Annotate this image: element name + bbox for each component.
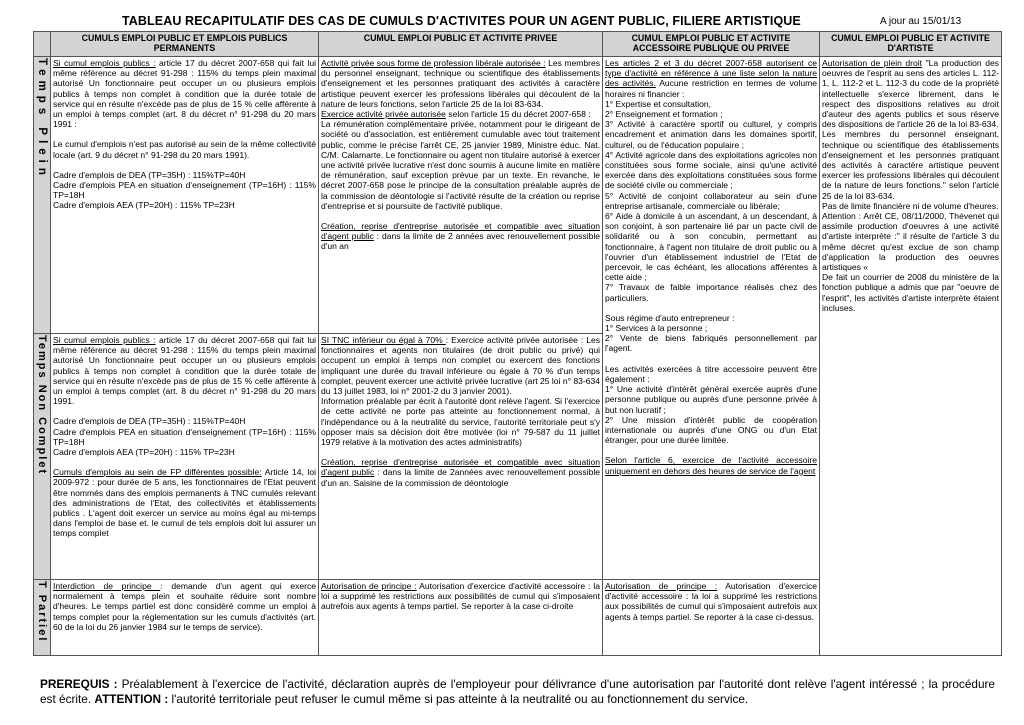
cell-artist-activity: Autorisation de plein droit "La production des oeuvres de l'esprit au sens des articles L. 112-1, L. 112-2 et L. 112-3 du code de la propriété intellectuelle s'exerce librement, dans le respect des dispositions relatives au droit d'auteur des agents publics et sous réserve des dispositions de l'article 26 de la loi 83-634. Les membres du personnel enseignant, technique ou scientifique des établissements d'enseignement et les personnes pratiquant des activités à caractère artistique peuvent exercer les professions libérales qui découlent de la nature de leurs fonctions." selon l'article 25 de la loi 83-634. Pas de limite financière ni de volume d'heures. Attention : Arrêt CE, 08/11/2000, Thévenet qui assimile production d'oeuvres à une activité d'artiste interprète :" il résulte de l'article 3 du même décret qu'est exclue de son champ d'application la production des oeuvres artistiques « De fait un courrier de 2008 du ministère de la fonction publique a admis que par "oeuvre de l'esprit", les activités d'artiste interprète étaient incluses.: [820, 57, 1002, 656]
cell-tpart-accessory-activity: Autorisation de principe : Autorisation d'exercice d'activité accessoire : la loi a supprimé les restrictions aux possibilités de cumul qui s'imposaient autrefois aux agents à temps partiel. Se reporter à la case ci-dessus.: [603, 580, 820, 656]
column-header-private-activity: CUMUL EMPLOI PUBLIC ET ACTIVITE PRIVEE: [319, 32, 603, 57]
cell-tp-private-activity: Activité privée sous forme de profession libérale autorisée : Les membres du personnel enseignant, technique ou scientifique des établissements d'enseignement et les personnes pratiquant des activités à caractère artistique peuvent exercer les professions libérales qui découlent de la nature de leurs fonctions, selon l'article 25 de la loi 83-634. Exercice activité privée autorisée selon l'article 15 du décret 2007-658 : La rémunération complémentaire privée, notamment pour le dirigeant de société ou d'association, est entièrement cumulable avec tout traitement public, comme le précise l'arrêt CE, 25 janvier 1989, Ministre éduc. Nat. C/M. Calamarte. Le fonctionnaire ou agent non titulaire autorisé à exercer une activité privée lucrative n'est donc soumis à aucune limite en matière de rémunération, sauf exception prévue par un texte. En revanche, le décret 2007-658 pose le principe de la consultation préalable auprès de la commission de déontologie si l'activité résulte de la création ou reprise d'entreprise et si poursuite de l'activité publique. Création, reprise d'entreprise autorisée et compatible avec situation d'agent public : dans la limite de 2 années avec renouvellement possible d'un an: [319, 57, 603, 334]
corner-cell: [34, 32, 51, 57]
cell-tnc-private-activity: SI TNC inférieur ou égal à 70% : Exercice activité privée autorisée : Les fonctionnaires et agents non titulaires (de droit public ou privé) qui occupent un emploi à temps non complet ou exercent des fonctions impliquant une durée du travail inférieure ou égale à 70 % d'un temps complet, peuvent exercer une activité privée lucrative (art 25 loi n° 83-634 du 13 juillet 1983, loi n° 2001-2 du 3 janvier 2001). Information préalable par écrit à l'autorité dont relève l'agent. Si l'exercice de cette activité ne porte pas atteinte au fonctionnement normal, à l'indépendance ou à la neutralité du service, l'autorité territoriale peut s'y opposer mais sa décision doit être motivée (loi n° 79-587 du 11 juillet 1979 relative à la motivation des actes administratifs) Création, reprise d'entreprise autorisée et compatible avec situation d'agent public : dans la limite de 2années avec renouvellement possible d'un an. Saisine de la commission de déontologie: [319, 334, 603, 580]
cell-tpart-public-jobs: Interdiction de principe : demande d'un agent qui exerce normalement à temps plein et souhaite réduire sont nombre d'heures. Le temps partiel est donc considéré comme un emploi à temps complet pour la réglementation sur les cumuls d'activités (art. 60 de la loi du 26 janvier 1984 sur le temps de service).: [51, 580, 319, 656]
page-title: TABLEAU RECAPITULATIF DES CAS DE CUMULS D'ACTIVITES POUR UN AGENT PUBLIC, FILIERE ARTISTIQUE: [122, 14, 801, 28]
column-header-artist-activity: CUMUL EMPLOI PUBLIC ET ACTIVITE D'ARTISTE: [820, 32, 1002, 57]
summary-table: [33, 31, 1002, 656]
cell-tnc-public-jobs: Si cumul emplois publics : article 17 du décret 2007-658 qui fait lui même référence au décret 91-298 : 115% du temps plein maximal autorisé Un fonctionnaire peut occuper un ou plusieurs emplois publics à temps non complet à condition que la durée totale de service qui en résulte n'excède pas de plus de 15 % celle afférente à un emploi à temps complet (art. 8 du décret n° 91-298 du 20 mars 1991. Cadre d'emplois de DEA (TP=35H) : 115%TP=40H Cadre d'emplois PEA en situation d'enseignement (TP=16H) : 115% TP=18H Cadre d'emplois AEA (TP=20H) : 115% TP=23H Cumuls d'emplois au sein de FP différentes possible: Article 14, loi 2009-972 : pour durée de 5 ans, les fonctionnaires de l'Etat peuvent être nommés dans des emplois permanents à TNC cumulés relevant des administrations de l'Etat, des collectivités et établissements publics . L'agent doit exercer un service au moins égal au mi-temps dans l'emploi de base et. le cumul de tels emplois doit lui assurer un temps complet: [51, 334, 319, 580]
row-label-temps-plein: Temps Plein: [34, 57, 51, 334]
cell-accessory-activity: Les articles 2 et 3 du décret 2007-658 autorisent ce type d'activité en référence à une liste selon la nature des activités. Aucune restriction en termes de volume horaires ni financier : 1° Expertise et consultation, 2° Enseignement et formation ; 3° Activité à caractère sportif ou culturel, y compris encadrement et animation dans les domaines sportif, culturel, ou de l'éducation populaire ; 4° Activité agricole dans des exploitations agricoles non constituées sous forme sociale, ainsi qu'une activité exercée dans des exploitations constituées sous forme de société civile ou commerciale ; 5° Activité de conjoint collaborateur au sein d'une entreprise artisanale, commerciale ou libérale; 6° Aide à domicile à un ascendant, à un descendant, à son conjoint, à son partenaire lié par un pacte civil de solidarité ou à son concubin, permettant au fonctionnaire, à l'agent non titulaire de droit public ou à l'ouvrier d'un établissement industriel de l'Etat de percevoir, le cas échéant, les allocations afférentes à cette aide ; 7° Travaux de faible importance réalisés chez des particuliers. Sous régime d'auto entrepreneur : 1° Services à la personne ; 2° Vente de biens fabriqués personnellement par l'agent. Les activités exercées à titre accessoire peuvent être également : 1° Une activité d'intérêt général exercée auprès d'une personne publique ou auprès d'une personne privée à but non lucratif ; 2° Une mission d'intérêt public de coopération internationale ou auprès d'une ONG ou d'un Etat étranger, pour une durée limitée. Selon l'article 6, exercice de l'activité accessoire uniquement en dehors des heures de service de l'agent: [603, 57, 820, 580]
column-header-public-jobs: CUMULS EMPLOI PUBLIC ET EMPLOIS PUBLICS PERMANENTS: [51, 32, 319, 57]
column-header-accessory-activity: CUMUL EMPLOI PUBLIC ET ACTIVITE ACCESSOIRE PUBLIQUE OU PRIVEE: [603, 32, 820, 57]
row-label-temps-partiel: T Partiel: [34, 580, 51, 656]
row-temps-plein: [34, 57, 1002, 334]
row-label-temps-non-complet: Temps Non Complet: [34, 334, 51, 580]
prerequisites-note: PREREQUIS : Préalablement à l'exercice de l'activité, déclaration auprès de l'employeur pour délivrance d'une autorisation par l'autorité dont relève l'agent intéressé ; la procédure est écrite. ATTENTION : l'autorité territoriale peut refuser le cumul même si pas atteinte à la neutralité ou au fonctionnement du service.: [40, 677, 995, 706]
cell-tpart-private-activity: Autorisation de principe : Autorisation d'exercice d'activité accessoire : la loi a supprimé les restrictions aux possibilités de cumul qui s'imposaient autrefois aux agents à temps partiel. Se reporter à la case ci-droite: [319, 580, 603, 656]
cell-tp-public-jobs: Si cumul emplois publics : article 17 du décret 2007-658 qui fait lui même référence au décret 91-298 : 115% du temps plein maximal autorisé Un fonctionnaire peut occuper un ou plusieurs emplois publics à temps non complet à condition que la durée totale de service qui en résulte n'excède pas de plus de 15 % celle afférente à un emploi à temps complet (art. 8 du décret n° 91-298 du 20 mars 1991 : Le cumul d'emplois n'est pas autorisé au sein de la même collectivité locale (art. 9 du décret n° 91-298 du 20 mars 1991). Cadre d'emplois de DEA (TP=35H) : 115%TP=40H Cadre d'emplois PEA en situation d'enseignement (TP=16H) : 115% TP=18H Cadre d'emplois AEA (TP=20H) : 115% TP=23H: [51, 57, 319, 334]
header-row: [34, 32, 1002, 57]
update-date: A jour au 15/01/13: [880, 16, 962, 27]
